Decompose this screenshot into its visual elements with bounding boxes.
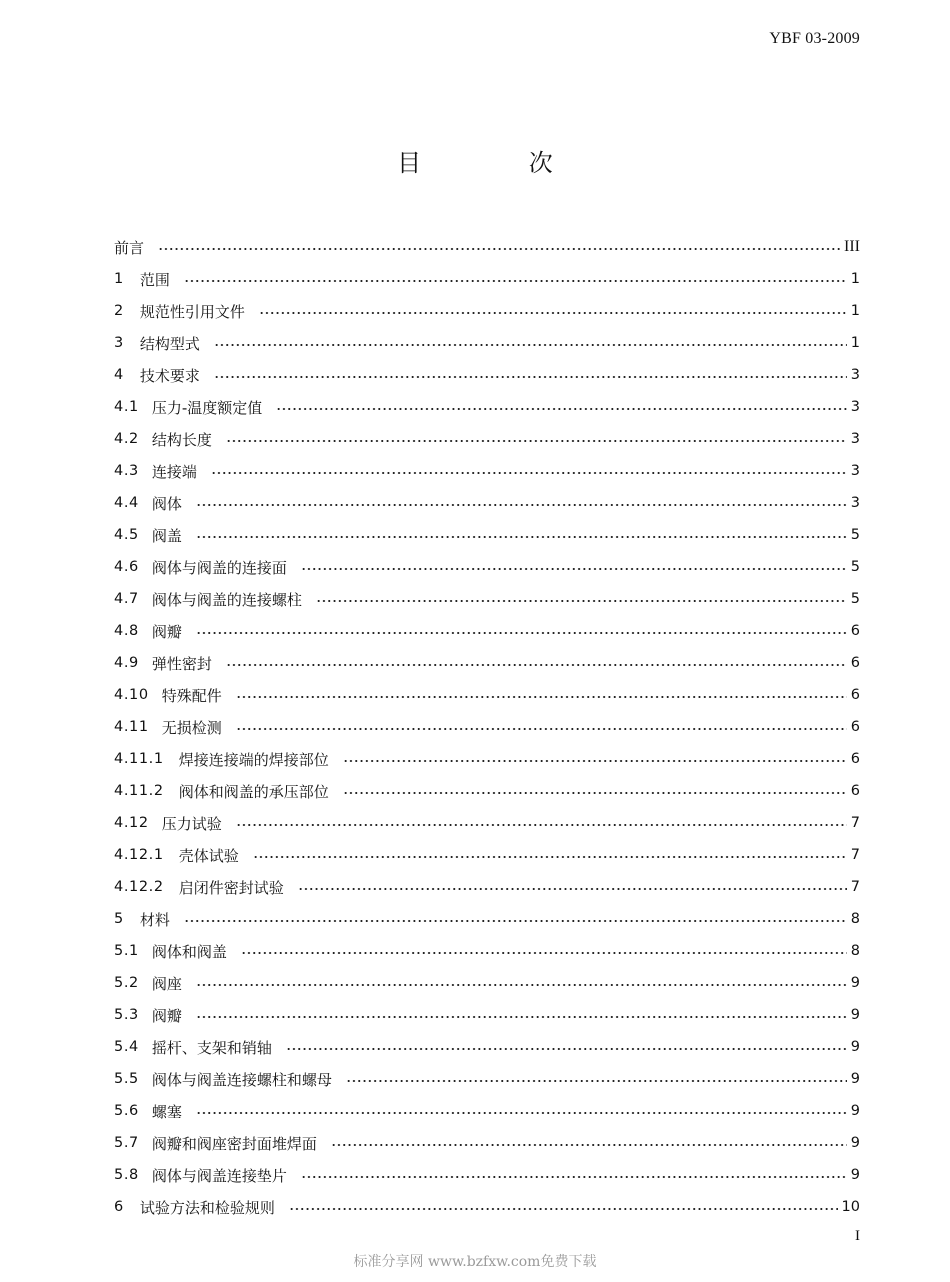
toc-leader-dots <box>196 536 847 538</box>
toc-entry[interactable] <box>114 615 860 647</box>
toc-entry-number: 4.6 <box>114 559 139 575</box>
toc-entry-label: 弹性密封 <box>151 654 212 673</box>
toc-leader-dots <box>211 472 847 474</box>
toc-entry[interactable] <box>114 807 860 839</box>
toc-entry[interactable] <box>114 743 860 775</box>
toc-entry-number: 5.6 <box>114 1103 139 1119</box>
toc-entry[interactable] <box>114 1095 860 1127</box>
toc-entry-label: 压力-温度额定值 <box>151 398 263 417</box>
toc-leader-dots <box>196 984 847 986</box>
toc-leader-dots <box>331 1144 847 1146</box>
toc-entry-page: 7 <box>850 815 860 831</box>
toc-leader-dots <box>196 1112 847 1114</box>
toc-entry[interactable] <box>114 327 860 359</box>
toc-entry[interactable] <box>114 519 860 551</box>
toc-entry-number: 4.5 <box>114 527 139 543</box>
toc-entry-label: 结构型式 <box>139 334 200 353</box>
toc-entry-label: 壳体试验 <box>178 846 239 865</box>
toc-entry[interactable] <box>114 999 860 1031</box>
toc-entry-number: 6 <box>114 1199 124 1215</box>
toc-entry-label: 阀体与阀盖连接垫片 <box>151 1166 287 1185</box>
toc-leader-dots <box>241 952 847 954</box>
toc-leader-dots <box>196 504 847 506</box>
toc-entry[interactable] <box>114 839 860 871</box>
toc-entry-number: 4.12.1 <box>114 847 164 863</box>
toc-leader-dots <box>196 1016 847 1018</box>
toc-entry-page: 6 <box>850 687 860 703</box>
toc-entry[interactable] <box>114 455 860 487</box>
toc-leader-dots <box>298 888 847 890</box>
toc-entry-label: 阀瓣 <box>151 622 182 641</box>
toc-entry-page: 6 <box>850 655 860 671</box>
toc-leader-dots <box>343 760 847 762</box>
toc-leader-dots <box>343 792 847 794</box>
toc-entry-number: 4.10 <box>114 687 149 703</box>
toc-entry-label: 阀瓣和阀座密封面堆焊面 <box>151 1134 317 1153</box>
toc-leader-dots <box>184 920 847 922</box>
toc-entry[interactable] <box>114 295 860 327</box>
toc-entry-page: 9 <box>850 1167 860 1183</box>
toc-entry[interactable] <box>114 1159 860 1191</box>
toc-leader-dots <box>236 696 847 698</box>
toc-leader-dots <box>259 312 847 314</box>
toc-entry[interactable] <box>114 679 860 711</box>
toc-entry[interactable] <box>114 871 860 903</box>
watermark: 标准分享网 www.bzfxw.com免费下载 <box>353 1254 597 1270</box>
toc-entry-page: 9 <box>850 1135 860 1151</box>
toc-entry-label: 阀体和阀盖 <box>151 942 227 961</box>
toc-entry-page: 6 <box>850 623 860 639</box>
toc-entry-label: 压力试验 <box>161 814 222 833</box>
toc-entry-label: 阀瓣 <box>151 1006 182 1025</box>
toc-entry[interactable] <box>114 903 860 935</box>
toc-entry-page: 8 <box>850 911 860 927</box>
toc-leader-dots <box>289 1208 838 1210</box>
toc-entry-number: 4.2 <box>114 431 139 447</box>
toc-entry-number: 5.8 <box>114 1167 139 1183</box>
toc-entry-number: 2 <box>114 303 124 319</box>
toc-entry-page: 1 <box>850 335 860 351</box>
toc-entry-label: 无损检测 <box>161 718 222 737</box>
toc-entry[interactable] <box>114 1031 860 1063</box>
toc-entry-number: 4.11.2 <box>114 783 164 799</box>
toc-entry-number: 5.4 <box>114 1039 139 1055</box>
document-code: YBF 03-2009 <box>769 30 860 47</box>
toc-entry[interactable] <box>114 775 860 807</box>
toc-entry-number: 4.11 <box>114 719 149 735</box>
toc-entry-page: 5 <box>850 527 860 543</box>
toc-entry-label: 试验方法和检验规则 <box>139 1198 275 1217</box>
toc-entry[interactable] <box>114 1127 860 1159</box>
toc-entry[interactable] <box>114 967 860 999</box>
toc-entry-number: 4.12 <box>114 815 149 831</box>
toc-leader-dots <box>253 856 847 858</box>
toc-entry-page: 6 <box>850 783 860 799</box>
toc-leader-dots <box>316 600 847 602</box>
toc-entry-page: 3 <box>850 431 860 447</box>
toc-entry-page: 8 <box>850 943 860 959</box>
toc-entry[interactable] <box>114 711 860 743</box>
toc-entry-page: 7 <box>850 879 860 895</box>
toc-entry-label: 阀体与阀盖的连接面 <box>151 558 287 577</box>
toc-entry-number: 5 <box>114 911 124 927</box>
table-of-contents <box>114 231 860 1223</box>
toc-leader-dots <box>196 632 847 634</box>
toc-entry-label: 螺塞 <box>151 1102 182 1121</box>
toc-entry-label: 连接端 <box>151 462 197 481</box>
page-number: I <box>855 1228 860 1244</box>
toc-leader-dots <box>301 1176 847 1178</box>
toc-entry-number: 4.11.1 <box>114 751 164 767</box>
toc-entry[interactable] <box>114 935 860 967</box>
toc-entry-page: 9 <box>850 1007 860 1023</box>
toc-entry-page: 3 <box>850 495 860 511</box>
toc-entry[interactable] <box>114 583 860 615</box>
toc-entry-label: 阀盖 <box>151 526 182 545</box>
toc-entry-page: 3 <box>850 367 860 383</box>
toc-entry-number: 4.4 <box>114 495 139 511</box>
toc-entry-label: 阀体 <box>151 494 182 513</box>
toc-entry-label: 启闭件密封试验 <box>178 878 284 897</box>
toc-leader-dots <box>226 440 847 442</box>
toc-leader-dots <box>214 344 847 346</box>
toc-entry-page: 6 <box>850 751 860 767</box>
toc-entry-label: 技术要求 <box>139 366 200 385</box>
toc-entry-page: 5 <box>850 559 860 575</box>
toc-entry-number: 4 <box>114 367 124 383</box>
toc-leader-dots <box>236 728 847 730</box>
toc-entry[interactable] <box>114 359 860 391</box>
toc-entry-label: 焊接连接端的焊接部位 <box>178 750 329 769</box>
toc-entry-number: 4.1 <box>114 399 139 415</box>
toc-entry-page: 10 <box>841 1199 860 1215</box>
toc-entry[interactable] <box>114 263 860 295</box>
toc-entry-label: 阀体和阀盖的承压部位 <box>178 782 329 801</box>
toc-entry-page: 9 <box>850 1039 860 1055</box>
toc-entry[interactable] <box>114 1191 860 1223</box>
toc-entry-number: 4.7 <box>114 591 139 607</box>
toc-entry-page: 1 <box>850 271 860 287</box>
toc-entry-number: 4.8 <box>114 623 139 639</box>
toc-entry-number: 5.1 <box>114 943 139 959</box>
toc-entry-number: 5.2 <box>114 975 139 991</box>
toc-entry[interactable] <box>114 231 860 263</box>
toc-leader-dots <box>276 408 846 410</box>
toc-leader-dots <box>286 1048 847 1050</box>
toc-entry-label: 规范性引用文件 <box>139 302 245 321</box>
toc-entry-page: 5 <box>850 591 860 607</box>
toc-entry-label: 阀体与阀盖的连接螺柱 <box>151 590 302 609</box>
toc-entry-number: 4.12.2 <box>114 879 164 895</box>
toc-leader-dots <box>226 664 847 666</box>
toc-entry-label: 阀座 <box>151 974 182 993</box>
toc-entry-page: 6 <box>850 719 860 735</box>
toc-entry-label: 摇杆、支架和销轴 <box>151 1038 272 1057</box>
toc-entry-label: 范围 <box>139 270 170 289</box>
toc-entry-number: 4.9 <box>114 655 139 671</box>
toc-entry-number: 5.3 <box>114 1007 139 1023</box>
toc-entry[interactable] <box>114 487 860 519</box>
toc-entry-label: 前言 <box>114 238 145 257</box>
toc-entry-page: III <box>844 238 860 255</box>
toc-entry-number: 3 <box>114 335 124 351</box>
toc-leader-dots <box>346 1080 847 1082</box>
toc-entry-number: 5.5 <box>114 1071 139 1087</box>
toc-leader-dots <box>214 376 847 378</box>
toc-leader-dots <box>236 824 847 826</box>
toc-entry-label: 特殊配件 <box>161 686 222 705</box>
toc-leader-dots <box>158 248 840 250</box>
toc-entry-label: 材料 <box>139 910 170 929</box>
toc-entry-page: 9 <box>850 1103 860 1119</box>
toc-entry-page: 9 <box>850 975 860 991</box>
toc-entry-page: 9 <box>850 1071 860 1087</box>
toc-entry[interactable] <box>114 1063 860 1095</box>
toc-entry-label: 结构长度 <box>151 430 212 449</box>
toc-entry-page: 7 <box>850 847 860 863</box>
toc-entry[interactable] <box>114 647 860 679</box>
toc-entry-number: 1 <box>114 271 124 287</box>
toc-entry-number: 4.3 <box>114 463 139 479</box>
toc-title: 目 次 <box>397 149 603 177</box>
toc-entry[interactable] <box>114 391 860 423</box>
toc-entry-label: 阀体与阀盖连接螺柱和螺母 <box>151 1070 332 1089</box>
toc-entry[interactable] <box>114 423 860 455</box>
toc-entry-page: 1 <box>850 303 860 319</box>
toc-entry-page: 3 <box>850 463 860 479</box>
toc-entry[interactable] <box>114 551 860 583</box>
toc-entry-page: 3 <box>850 399 860 415</box>
toc-leader-dots <box>301 568 847 570</box>
toc-entry-number: 5.7 <box>114 1135 139 1151</box>
toc-leader-dots <box>184 280 847 282</box>
